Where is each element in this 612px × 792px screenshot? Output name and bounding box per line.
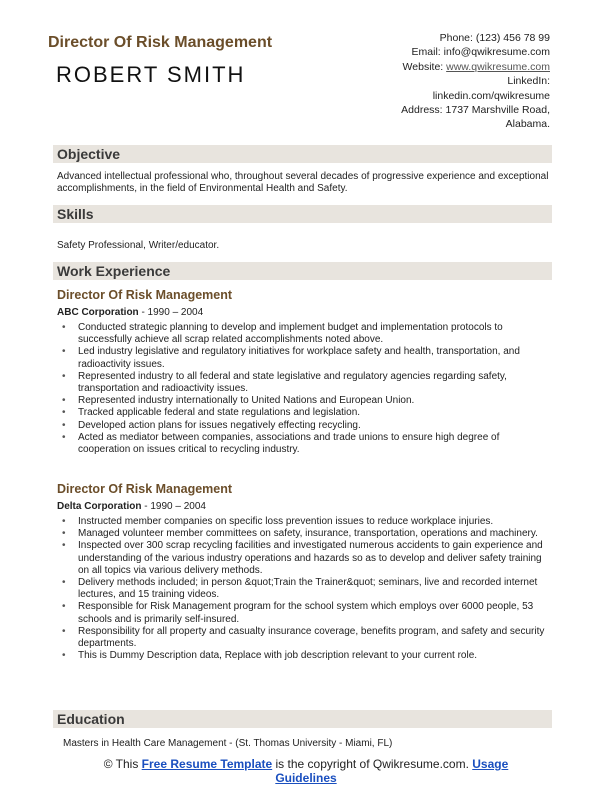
job-1-company: ABC Corporation	[57, 307, 139, 318]
candidate-name: ROBERT SMITH	[56, 62, 246, 87]
list-item: • Inspected over 300 scrap recycling facilities and investigated numerous accidents to gain experience and understanding of the various industry operations and hazards so as to develop and deliver safety training on all topics via various delivery methods.	[57, 540, 549, 577]
list-item: • Instructed member companies on specific loss prevention issues to reduce workplace injuries.	[57, 516, 549, 528]
job-1-dates: - 1990 – 2004	[138, 307, 204, 318]
list-item: • Managed volunteer member committees on safety, insurance, transportation, operations and machinery.	[57, 528, 549, 540]
contact-address-row-2	[310, 117, 550, 131]
contact-block	[310, 31, 550, 132]
job-1-duties	[57, 322, 549, 456]
address-line1: 1737 Marshville Road,	[445, 104, 550, 117]
job-2-company: Delta Corporation	[57, 501, 142, 512]
footer-middle: is the copyright of Qwikresume.com.	[272, 757, 473, 771]
skills-heading: Skills	[53, 205, 552, 223]
list-item: • Represented industry to all federal and state legislative and regulatory agencies regarding safety, transportation and radioactivity issues.	[57, 371, 549, 395]
objective-heading: Objective	[53, 145, 552, 163]
contact-phone-row	[310, 31, 550, 45]
copyright-footer	[0, 758, 612, 785]
address-label: Address:	[401, 104, 443, 117]
list-item: • Tracked applicable federal and state regulations and legislation.	[57, 407, 549, 419]
address-line2: Alabama.	[505, 118, 550, 131]
usage-guidelines-link[interactable]: Usage	[472, 757, 509, 771]
linkedin-value: linkedin.com/qwikresume	[432, 89, 550, 102]
resume-job-title: Director Of Risk Management	[48, 34, 273, 51]
footer-prefix: © This	[103, 757, 142, 771]
linkedin-label: LinkedIn:	[507, 75, 550, 88]
list-item: • Responsible for Risk Management program for the school system which employs over 6000 people, 53 schools and is primarily self-insured.	[57, 601, 549, 625]
list-item: • Delivery methods included; in person &quot;Train the Trainer&quot; seminars, live and recorded internet lectures, and 15 training videos.	[57, 577, 549, 601]
job-2-company-line	[57, 501, 206, 512]
contact-address-row	[310, 103, 550, 117]
phone-label: Phone:	[439, 32, 473, 44]
list-item: • Led industry legislative and regulatory initiatives for workplace safety and health, transportation, and radioactivity issues.	[57, 346, 549, 370]
skills-text: Safety Professional, Writer/educator.	[57, 240, 220, 251]
job-2-title: Director Of Risk Management	[57, 482, 233, 496]
job-2-dates: - 1990 – 2004	[141, 501, 206, 512]
list-item: • This is Dummy Description data, Replace with job description relevant to your current role.	[57, 650, 549, 662]
usage-guidelines-link-cont[interactable]: Guidelines	[275, 770, 337, 785]
job-2-duties	[57, 516, 549, 662]
objective-text: Advanced intellectual professional who, throughout several decades of progressive experience and exceptional accomplishments, in the field of Environmental Health and Safety.	[57, 171, 549, 194]
list-item: • Developed action plans for issues negatively effecting recycling.	[57, 420, 549, 432]
contact-linkedin-row	[310, 89, 550, 103]
education-text: Masters in Health Care Management - (St. Thomas University - Miami, FL)	[63, 738, 393, 749]
contact-linkedin-label-row	[310, 74, 550, 88]
free-resume-template-link[interactable]: Free Resume Template	[141, 757, 273, 771]
work-experience-heading: Work Experience	[53, 262, 552, 280]
website-link[interactable]: www.qwikresume.com	[446, 60, 550, 73]
email-value: info@qwikresume.com	[443, 46, 550, 59]
list-item: • Acted as mediator between companies, associations and trade unions to ensure high degree of cooperation on issues critical to recycling industry.	[57, 432, 549, 456]
education-heading: Education	[53, 710, 552, 728]
contact-email-row	[310, 45, 550, 59]
list-item: • Responsibility for all property and casualty insurance coverage, benefits program, and safety and security departments.	[57, 626, 549, 650]
website-label: Website:	[402, 60, 444, 73]
email-label: Email:	[411, 46, 441, 59]
list-item: • Represented industry internationally to United Nations and European Union.	[57, 395, 549, 407]
job-1-title: Director Of Risk Management	[57, 288, 233, 302]
list-item: • Conducted strategic planning to develop and implement budget and implementation protocols to successfully achieve all scrap related accomplishments noted above.	[57, 322, 549, 346]
job-1-company-line	[57, 307, 203, 318]
contact-website-row	[310, 60, 550, 74]
phone-value: (123) 456 78 99	[475, 32, 550, 44]
